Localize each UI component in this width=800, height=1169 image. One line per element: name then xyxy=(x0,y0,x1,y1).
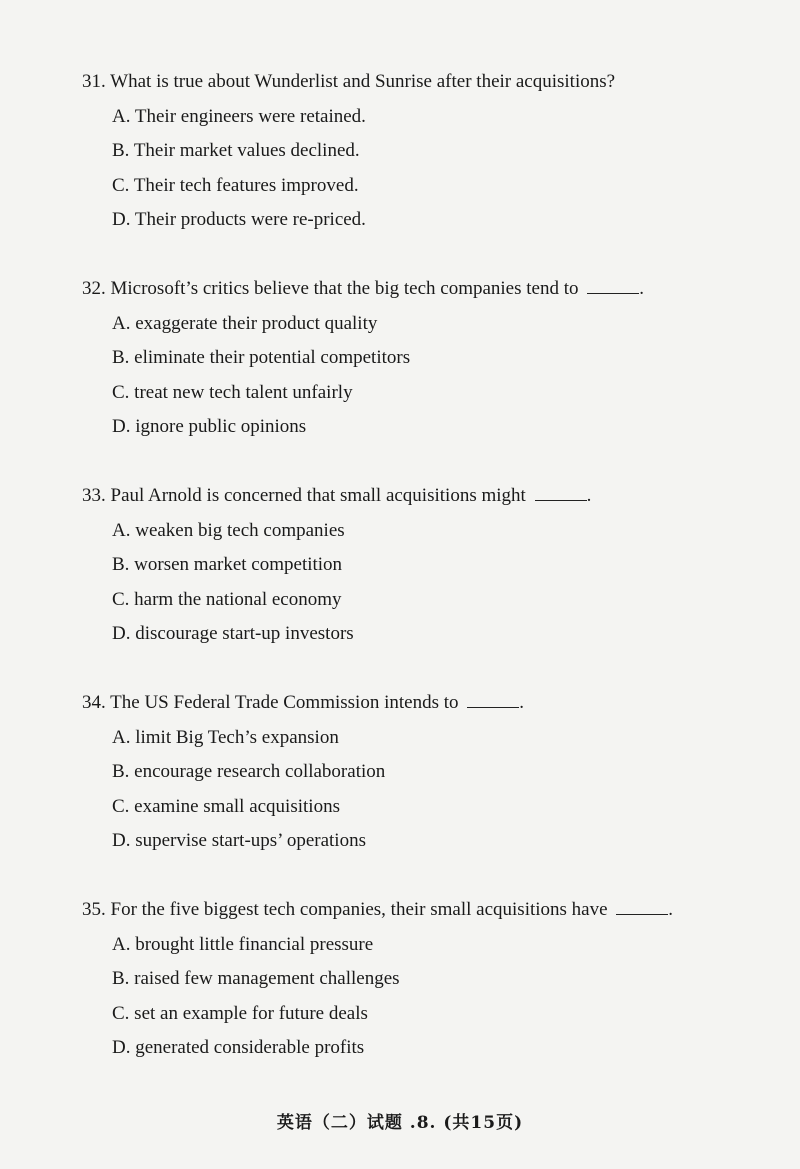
question-end-punct: . xyxy=(668,899,674,920)
option-b: B. encourage research collaboration xyxy=(112,761,386,782)
question-number: 33. xyxy=(82,485,106,506)
question-text: What is true about Wunderlist and Sunrise after their acquisitions? xyxy=(110,71,616,92)
option-d: D. ignore public opinions xyxy=(112,416,307,437)
option-c: C. harm the national economy xyxy=(112,588,342,610)
question-text: The US Federal Trade Commission intends to xyxy=(110,692,459,713)
question-text: Microsoft’s critics believe that the big tech companies tend to xyxy=(110,278,579,299)
question-text: For the five biggest tech companies, their small acquisitions have xyxy=(110,899,608,920)
question-stem xyxy=(82,277,772,301)
question-stem xyxy=(82,484,772,508)
options-list xyxy=(112,312,772,440)
option-b: B. raised few management challenges xyxy=(112,968,400,989)
question-35 xyxy=(82,898,772,1060)
option-d: D. discourage start-up investors xyxy=(112,623,354,644)
answer-blank xyxy=(535,484,587,501)
page-footer: 英语（二）试题 .8. (共15页) xyxy=(276,1113,524,1133)
option-b: B. eliminate their potential competitors xyxy=(112,347,411,368)
answer-blank xyxy=(467,691,519,708)
options-list xyxy=(112,519,772,647)
question-end-punct: . xyxy=(519,692,524,713)
question-stem xyxy=(82,691,772,715)
question-34 xyxy=(82,691,772,853)
question-number: 34. xyxy=(82,692,106,713)
question-31 xyxy=(82,70,772,232)
option-d: D. Their products were re-priced. xyxy=(112,209,366,230)
question-number: 32. xyxy=(82,278,106,299)
option-c: C. treat new tech talent unfairly xyxy=(112,381,353,403)
question-number: 31. xyxy=(82,71,106,92)
answer-blank xyxy=(587,277,639,294)
options-list xyxy=(112,726,772,854)
option-d: D. generated considerable profits xyxy=(112,1037,365,1058)
question-end-punct: . xyxy=(639,278,645,299)
question-stem xyxy=(82,70,772,94)
option-d: D. supervise start-ups’ operations xyxy=(112,830,366,851)
question-text: Paul Arnold is concerned that small acquisitions might xyxy=(110,485,526,506)
option-b: B. worsen market competition xyxy=(112,554,343,575)
question-32 xyxy=(82,277,772,439)
option-a: A. weaken big tech companies xyxy=(112,519,345,541)
option-a: A. brought little financial pressure xyxy=(112,933,374,955)
option-c: C. set an example for future deals xyxy=(112,1002,368,1024)
option-c: C. examine small acquisitions xyxy=(112,795,340,817)
option-a: A. Their engineers were retained. xyxy=(112,105,366,127)
answer-blank xyxy=(616,898,668,915)
option-c: C. Their tech features improved. xyxy=(112,174,359,196)
options-list xyxy=(112,933,772,1061)
option-a: A. limit Big Tech’s expansion xyxy=(112,726,339,748)
question-end-punct: . xyxy=(586,485,592,506)
question-33 xyxy=(82,484,772,646)
options-list xyxy=(112,105,772,233)
question-number: 35. xyxy=(82,899,106,920)
question-stem xyxy=(82,898,772,922)
option-a: A. exaggerate their product quality xyxy=(112,312,378,334)
option-b: B. Their market values declined. xyxy=(112,140,360,161)
